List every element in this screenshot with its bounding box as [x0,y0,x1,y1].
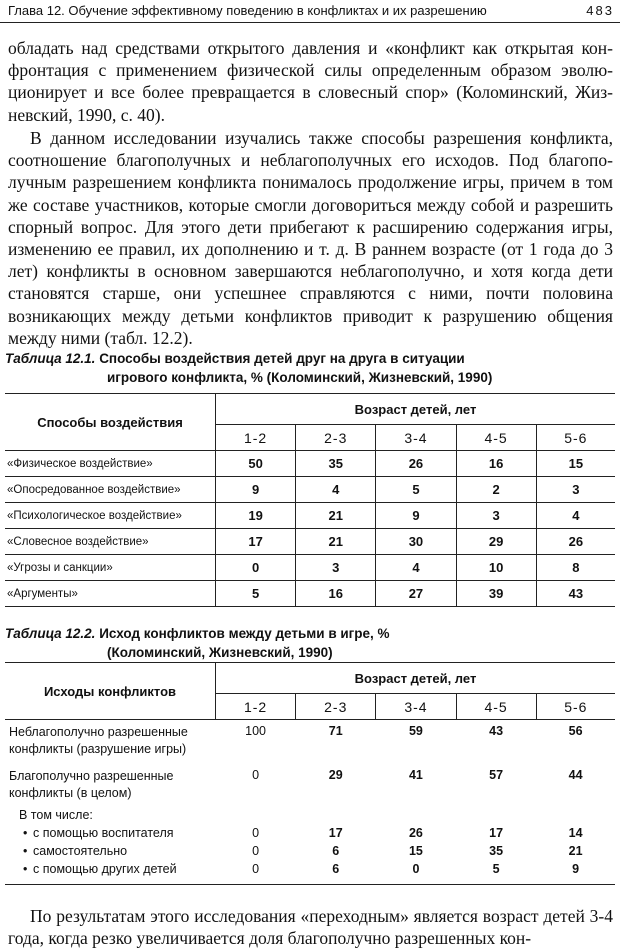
table1-caption-text1: Способы воздействия детей друг на друга в ситуации [99,351,465,366]
bullet-icon: • [23,861,28,876]
cell-value: 0 [252,826,260,840]
cell-value: 17 [489,826,504,840]
cell-value: 100 [216,720,296,765]
table1-caption-label: Таблица 12.1. [5,351,96,366]
cell-value: 10 [456,555,536,581]
table2-caption-line1 [5,626,390,641]
cell-value: 19 [216,503,296,529]
table2-row-header: Исходы конфликтов [5,663,216,720]
cell-value: 41 [408,768,423,782]
row-label [5,842,216,860]
table-row [5,451,615,477]
row-label [5,824,216,842]
table1-age-col: 2-3 [296,425,376,451]
cell-value: 26 [376,451,456,477]
row-label [5,764,216,806]
table-row [5,824,615,842]
chapter-title: Глава 12. Обучение эффективному поведению в конфликтах и их разрешению [8,3,487,18]
cell-value: 21 [296,529,376,555]
row-label: «Угрозы и санкции» [5,555,216,581]
table2-caption-label: Таблица 12.2. [5,626,96,641]
cell-value: 14 [568,826,583,840]
cell-value: 43 [456,720,536,765]
including-label: В том числе: [19,807,93,822]
cell-value: 50 [216,451,296,477]
cell-value: 39 [456,581,536,607]
cell-value: 3 [456,503,536,529]
paragraph-3-text: По результатам этого исследования «переходным» является возраст детей 3-4 года, когда резко увеличивается доля благополучно разрешенных кон- [8,906,613,949]
cell-value: 56 [536,720,615,765]
table1-row-header: Способы воздействия [5,394,216,451]
table-12-1 [5,393,615,607]
table-row [5,720,615,765]
row-label-line: Благополучно разрешенные [9,769,174,783]
row-label-line: конфликты (разрушение игры) [9,742,187,756]
cell-value: 21 [296,503,376,529]
table1-caption-line1 [5,351,465,366]
table-row [5,860,615,885]
table-row [5,555,615,581]
table1-age-col: 1-2 [216,425,296,451]
cell-value: 15 [408,844,423,858]
cell-value: 2 [456,477,536,503]
cell-value: 26 [408,826,423,840]
cell-value: 26 [536,529,615,555]
cell-value: 4 [376,555,456,581]
row-label: «Словесное воздействие» [5,529,216,555]
cell-value: 0 [252,844,260,858]
row-label-line: Неблагополучно разрешенные [9,725,188,739]
cell-value: 5 [492,862,500,876]
table2-age-col: 5-6 [536,694,615,720]
table1-age-col: 5-6 [536,425,615,451]
row-label [5,860,216,885]
cell-value: 4 [536,503,615,529]
table2-age-col: 1-2 [216,694,296,720]
cell-value: 0 [412,862,420,876]
table2-age-col: 2-3 [296,694,376,720]
cell-value: 15 [536,451,615,477]
paragraph-1-text: обладать над средствами открытого давления и «конфликт как открытая конфронтация с применением физической силы определенным образом эволюционирует и все более превращается в словесный спор» (Коломинский, Жизневский, 1990, с. 40). [8,38,613,125]
cell-value: 9 [376,503,456,529]
row-label [5,720,216,765]
paragraph-2 [8,127,613,349]
table2-caption-text1: Исход конфликтов между детьми в игре, % [99,626,390,641]
cell-value: 9 [216,477,296,503]
row-label: «Опосредованное воздействие» [5,477,216,503]
cell-value: 3 [536,477,615,503]
bullet-icon: • [23,843,28,858]
table-row [5,806,615,824]
cell-value: 4 [296,477,376,503]
cell-value: 35 [489,844,504,858]
paragraph-3 [8,905,613,949]
table-row [5,581,615,607]
table1-age-col: 4-5 [456,425,536,451]
cell-value: 8 [536,555,615,581]
cell-value: 0 [216,555,296,581]
row-label-text: самостоятельно [33,843,128,858]
table1-age-col: 3-4 [376,425,456,451]
cell-value: 71 [296,720,376,765]
cell-value: 9 [572,862,580,876]
cell-value: 0 [252,862,260,876]
row-label: «Психологическое воздействие» [5,503,216,529]
row-label-text: с помощью других детей [33,861,177,876]
bullet-icon: • [23,825,28,840]
cell-value: 30 [376,529,456,555]
cell-value: 5 [216,581,296,607]
cell-value: 3 [296,555,376,581]
cell-value: 44 [568,768,583,782]
row-label-line: конфликты (в целом) [9,786,132,800]
cell-value: 57 [489,768,504,782]
cell-value: 17 [328,826,343,840]
table1-caption-line2: игрового конфликта, % (Коломинский, Жизневский, 1990) [107,370,493,385]
cell-value: 43 [536,581,615,607]
cell-value: 29 [456,529,536,555]
table-row [5,477,615,503]
row-label-text: с помощью воспитателя [33,825,174,840]
row-label: «Физическое воздействие» [5,451,216,477]
cell-value: 16 [456,451,536,477]
row-label: «Аргументы» [5,581,216,607]
cell-value: 6 [332,844,340,858]
table-row [5,842,615,860]
table-12-2 [5,662,615,885]
paragraph-2-text: В данном исследовании изучались также способы разрешения конфликта, соотношение благополучных и неблагополучных его исходов. Под благополучным разрешением конфликта понималось продолжение игры, причем в том же составе участников, которые смогли договориться между собой и разрешить спорный вопрос. Для этого дети прибегают к расширению содержания игры, изменению ее правил, их дополнению и т. д. В раннем возрасте (от 1 года до 3 лет) конфликты в основном завершаются неблагополучно, и хотя когда дети становятся старше, они успешнее справляются с ними, почти половина возникающих между детьми конфликтов приводит к разрушению общения между ними (табл. 12.2). [8,128,613,348]
table2-age-col: 3-4 [376,694,456,720]
cell-value: 27 [376,581,456,607]
table-row [5,529,615,555]
table-row [5,503,615,529]
page-number: 483 [586,3,614,18]
table2-age-header: Возраст детей, лет [354,670,477,686]
table1-age-header: Возраст детей, лет [354,401,477,417]
cell-value: 16 [296,581,376,607]
table2-age-col: 4-5 [456,694,536,720]
table2-caption-line2: (Коломинский, Жизневский, 1990) [107,645,333,660]
table-row [5,764,615,806]
cell-value: 59 [376,720,456,765]
cell-value: 0 [252,768,260,782]
cell-value: 6 [332,862,340,876]
cell-value: 35 [296,451,376,477]
paragraph-1 [8,37,613,126]
cell-value: 21 [568,844,583,858]
running-header [0,0,620,23]
cell-value: 5 [376,477,456,503]
cell-value: 17 [216,529,296,555]
cell-value: 29 [328,768,343,782]
